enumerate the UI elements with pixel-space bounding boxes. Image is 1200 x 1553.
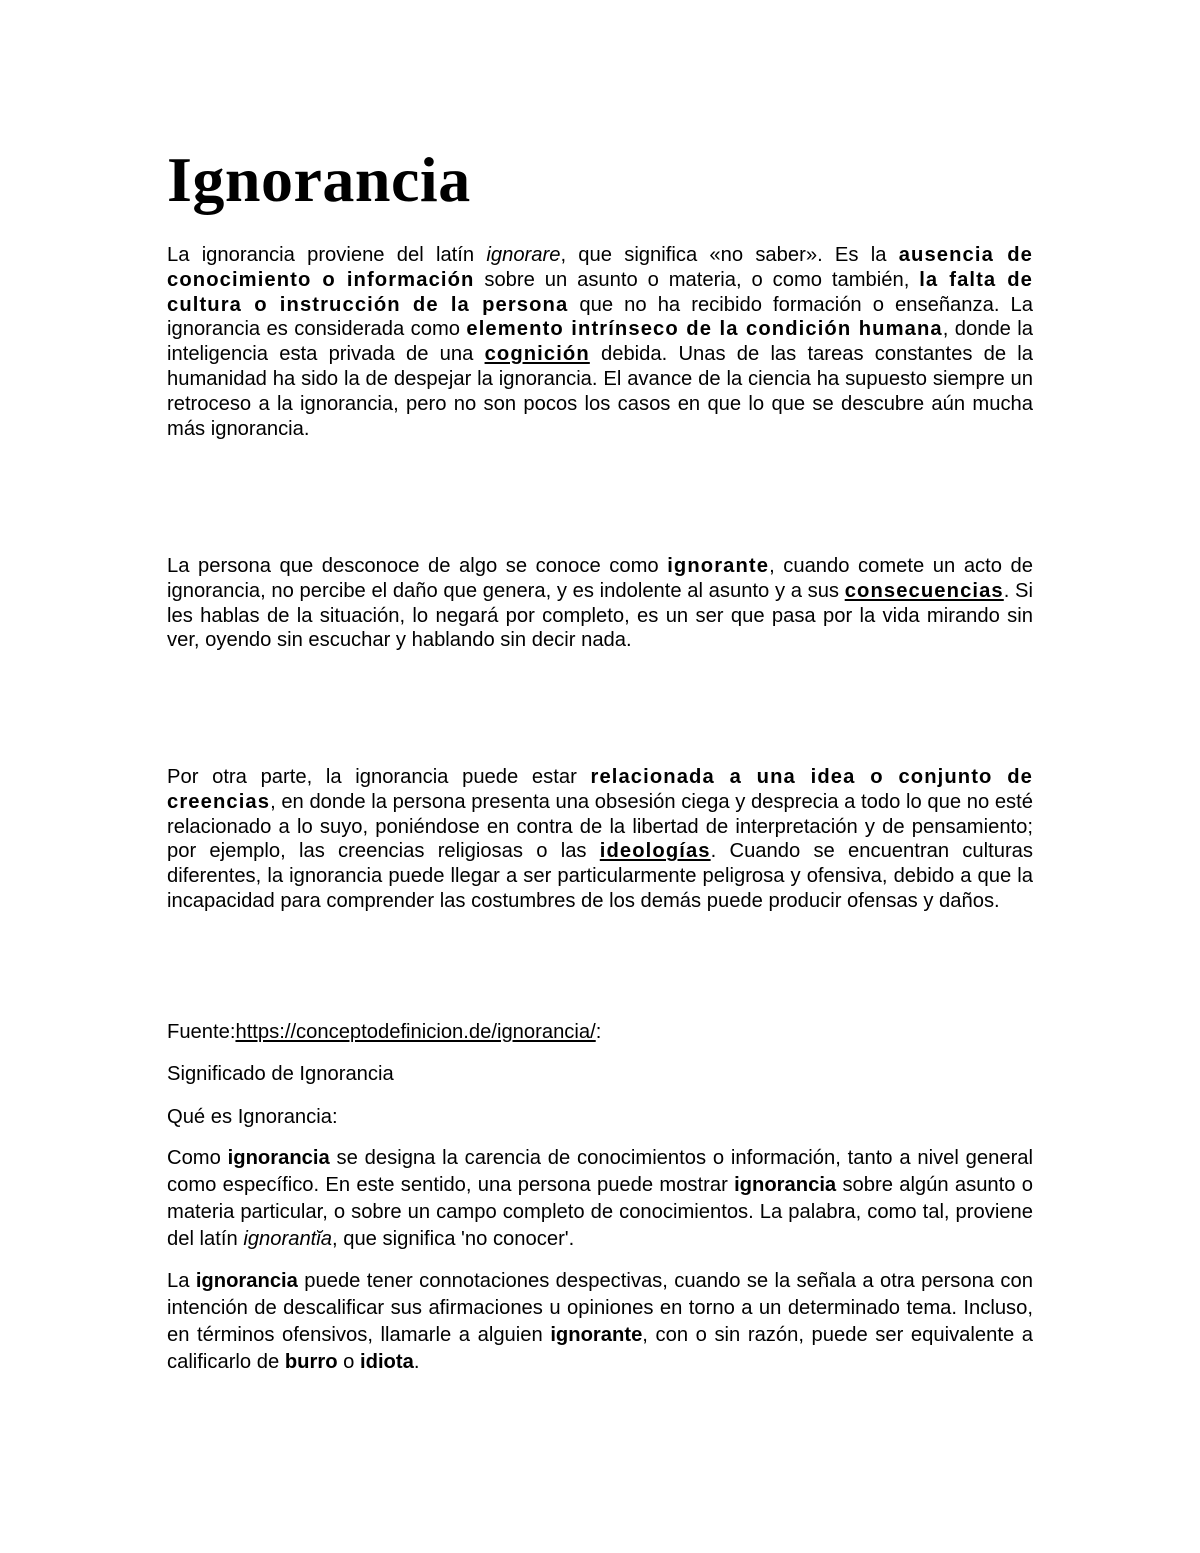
paragraph-creencias [167,765,1033,914]
text-run: o [337,1351,360,1373]
bold-term: burro [284,1351,338,1373]
bold-phrase: elemento intrínseco de la condición humana [466,318,943,341]
section-subtitle: Significado de Ignorancia [167,1063,394,1085]
text-run: , donde la inteligencia esta privada de una [167,318,1034,366]
text-run: Como [167,1147,228,1169]
paragraph-significado [167,1145,1033,1253]
bold-term: ignorante [667,555,770,577]
bold-term: idiota [360,1351,414,1373]
text-run: puede tener connotaciones despectivas, cuando se la señala a otra persona con intención de descalificar sus afirmaciones u opiniones en torno a un determinado tema. Incluso, en términos ofensivos, llamarle a alguien [167,1270,1033,1346]
paragraph-connotaciones [167,1268,1033,1376]
text-run: La persona que desconoce de algo se conoce como [167,555,668,577]
bold-phrase: relacionada a una idea o conjunto de creencias [167,766,1033,813]
link-cognicion[interactable]: cognición [484,343,590,366]
text-run: , que significa 'no conocer'. [332,1228,575,1250]
text-run: . Si les hablas de la situación, lo negará por completo, es un ser que pasa por la vida mirando sin ver, oyendo sin escuchar y hablando sin decir nada. [167,579,1033,652]
paragraph-definition [167,243,1033,441]
link-consecuencias[interactable]: consecuencias [844,579,1004,602]
bold-phrase: ausencia de conocimiento o información [167,244,1033,291]
text-run: que no ha recibido formación o enseñanza. La ignorancia es considerada como [167,293,1033,341]
bold-term: ignorancia [195,1270,298,1292]
bold-term: ignorante [550,1324,643,1346]
paragraph-ignorante [167,554,1033,653]
link-ideologias[interactable]: ideologías [599,840,711,863]
text-run: , con o sin razón, puede ser equivalente a calificarlo de [167,1324,1034,1373]
text-run: . [413,1351,420,1373]
source-line [167,1019,1033,1046]
text-run: . Cuando se encuentran culturas diferentes, la ignorancia puede llegar a ser particularmente peligrosa y ofensiva, debido a que la incapacidad para comprender las costumbres de los demás puede producir ofensas y daños. [167,840,1033,912]
text-run: Por otra parte, la ignorancia puede estar [167,766,591,788]
source-link[interactable]: https://conceptodefinicion.de/ignorancia/ [235,1021,596,1043]
text-run: La ignorancia proviene del latín [167,244,487,266]
bold-term: ignorancia [227,1147,330,1169]
text-run: , que significa «no saber». Es la [560,244,899,266]
source-suffix: : [595,1021,602,1043]
italic-term: ignorantĭa [243,1228,332,1250]
text-run: se designa la carencia de conocimientos o información, tanto a nivel general como específico. En este sentido, una persona puede mostrar [167,1147,1033,1196]
document-title: Ignorancia [167,144,471,215]
text-run: , en donde la persona presenta una obsesión ciega y desprecia a todo lo que no esté relacionado a lo suyo, poniéndose en contra de la libertad de interpretación y de pensamiento; por ejemplo, las creencias religiosas o las [167,790,1033,863]
source-label: Fuente: [167,1021,236,1043]
text-run: , cuando comete un acto de ignorancia, no percibe el daño que genera, y es indolente al asunto y a sus [167,555,1033,602]
bold-term: ignorancia [734,1174,837,1196]
section-question: Qué es Ignorancia: [167,1106,338,1128]
text-run: sobre algún asunto o materia particular, o sobre un campo completo de conocimientos. La palabra, como tal, proviene del latín [167,1174,1033,1250]
text-run: sobre un asunto o materia, o como también, [474,268,920,291]
text-run: debida. Unas de las tareas constantes de la humanidad ha sido la de despejar la ignorancia. El avance de la ciencia ha supuesto siempre un retroceso a la ignorancia, pero no son pocos los casos en que lo que se descubre aún mucha más ignorancia. [167,343,1033,440]
text-run: La [167,1270,196,1292]
italic-term: ignorare [486,244,561,266]
bold-phrase: la falta de cultura o instrucción de la persona [167,268,1033,316]
